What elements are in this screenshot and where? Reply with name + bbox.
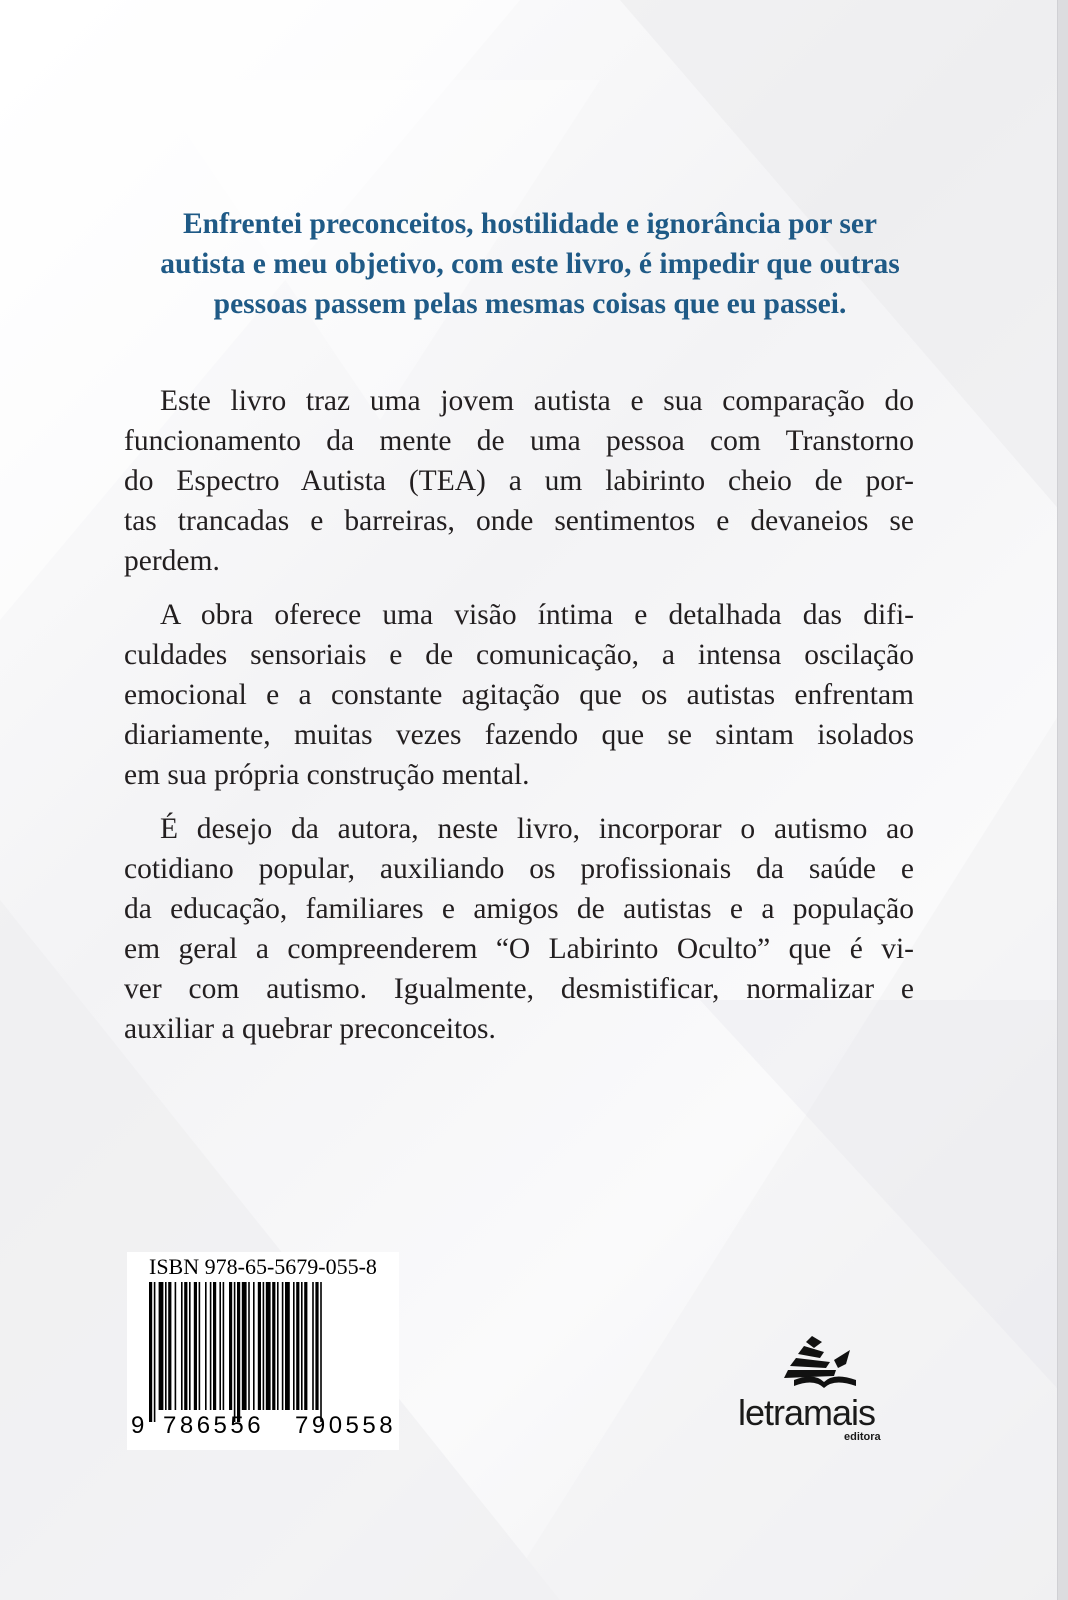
- text-line: culdades sensoriais e de comunicação, a intensa oscilação: [124, 639, 914, 671]
- publisher-logo: [728, 1336, 908, 1446]
- text-line: funcionamento da mente de uma pessoa com Transtorno: [124, 425, 914, 457]
- barcode-bar: [296, 1282, 299, 1410]
- isbn-barcode: [127, 1252, 399, 1450]
- barcode-bar: [304, 1282, 307, 1410]
- text-line: ver com autismo. Igualmente, desmistificar, normalizar e: [124, 973, 914, 1005]
- text-line: da educação, familiares e amigos de autistas e a população: [124, 893, 914, 925]
- open-book-stairs-icon: [784, 1336, 864, 1390]
- text-line: em sua própria construção mental.: [124, 759, 530, 791]
- barcode-digit-first: 9: [131, 1412, 147, 1439]
- barcode-bar: [229, 1282, 232, 1410]
- quote-line: pessoas passem pelas mesmas coisas que eu passei.: [213, 288, 847, 320]
- barcode-bar: [277, 1282, 279, 1410]
- barcode-bar: [194, 1282, 197, 1410]
- publisher-name: letramais: [738, 1392, 876, 1433]
- barcode-bar: [223, 1282, 225, 1410]
- barcode-bar: [213, 1282, 216, 1410]
- barcode-bar: [282, 1282, 284, 1410]
- barcode-bar: [293, 1282, 295, 1410]
- quote-line: Enfrentei preconceitos, hostilidade e ignorância por ser: [182, 208, 878, 240]
- publisher-subtitle: editora: [844, 1431, 881, 1443]
- text-line: cotidiano popular, auxiliando os profissionais da saúde e: [124, 853, 914, 885]
- barcode-digits-left: 786556: [163, 1412, 265, 1439]
- pull-quote: [120, 204, 940, 324]
- barcode-bar: [159, 1282, 164, 1410]
- barcode-bar: [175, 1282, 177, 1410]
- text-line: do Espectro Autista (TEA) a um labirinto cheio de por-: [124, 465, 914, 497]
- barcode-bar: [165, 1282, 167, 1410]
- cover-edge-strip: [1057, 0, 1068, 1600]
- barcode-bar: [263, 1282, 265, 1410]
- text-line: diariamente, muitas vezes fazendo que se sintam isolados: [124, 719, 914, 751]
- text-line: Este livro traz uma jovem autista e sua comparação do: [160, 385, 914, 417]
- text-line: tas trancadas e barreiras, onde sentimentos e devaneios se: [124, 505, 914, 537]
- barcode-bar: [181, 1282, 183, 1410]
- text-line: emocional e a constante agitação que os autistas enfrentam: [124, 679, 914, 711]
- barcode-bar: [320, 1282, 322, 1422]
- barcode-bar: [237, 1282, 240, 1422]
- barcode-bar: [248, 1282, 250, 1410]
- barcode-bar: [199, 1282, 201, 1410]
- barcode-bar: [272, 1282, 275, 1410]
- isbn-label: ISBN 978-65-5679-055-8: [149, 1254, 377, 1279]
- barcode-digits-right: 790558: [295, 1412, 397, 1439]
- text-line: em geral a compreenderem “O Labirinto Oculto” que é vi-: [124, 933, 914, 965]
- barcode-bar: [189, 1282, 191, 1410]
- barcode-bar: [253, 1282, 255, 1410]
- synopsis: [124, 381, 914, 1063]
- text-line: A obra oferece uma visão íntima e detalhada das difi-: [160, 599, 914, 631]
- barcode-bar: [168, 1282, 171, 1410]
- quote-line: autista e meu objetivo, com este livro, é impedir que outras: [160, 248, 900, 280]
- barcode-bar: [285, 1282, 290, 1410]
- barcode-bar: [210, 1282, 212, 1410]
- text-line: É desejo da autora, neste livro, incorporar o autismo ao: [160, 813, 914, 845]
- barcode-bar: [301, 1282, 303, 1410]
- barcode-bar: [312, 1282, 314, 1410]
- barcode-bar: [242, 1282, 247, 1410]
- barcode-bar: [184, 1282, 187, 1410]
- barcode-bar: [266, 1282, 271, 1410]
- synopsis-paragraph-1: [124, 381, 914, 581]
- synopsis-paragraph-3: [124, 809, 914, 1049]
- barcode-bar: [315, 1282, 318, 1410]
- barcode-bar: [154, 1282, 156, 1422]
- barcode-bar: [234, 1282, 236, 1422]
- synopsis-paragraph-2: [124, 595, 914, 795]
- text-line: auxiliar a quebrar preconceitos.: [124, 1013, 496, 1045]
- barcode-bar: [205, 1282, 207, 1410]
- barcode-bar: [219, 1282, 221, 1410]
- text-line: perdem.: [124, 545, 220, 577]
- barcode-bar: [149, 1282, 152, 1422]
- barcode-bar: [258, 1282, 261, 1410]
